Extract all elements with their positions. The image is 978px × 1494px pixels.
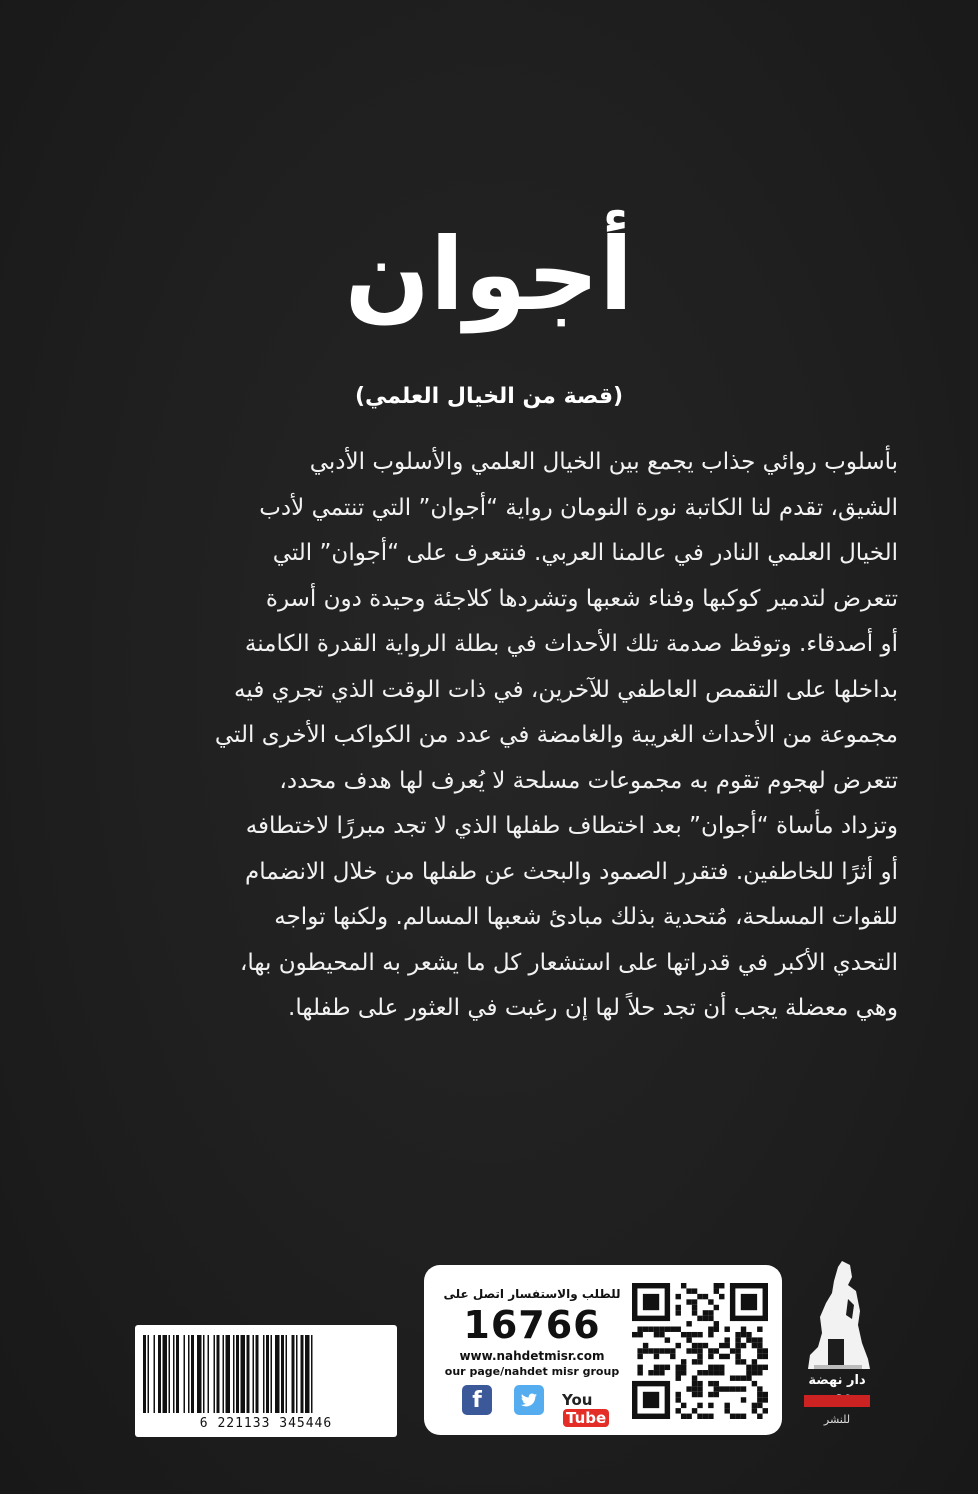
- order-inquiry-text: للطلب والاستفسار اتصل على: [443, 1287, 621, 1301]
- blurb-line: بداخلها على التقمص العاطفي للآخرين، في ذات الوقت الذي تجري فيه: [234, 676, 898, 703]
- publisher-name: دار نهضة: [808, 1373, 866, 1388]
- publisher-logo: [798, 1255, 876, 1455]
- qr-code[interactable]: [632, 1283, 768, 1419]
- blurb-line: التحدي الأكبر في قدراتها على استشعار كل ما يشعر به المحيطون بها،: [239, 949, 898, 976]
- youtube-you-text: You: [562, 1391, 593, 1409]
- pharaoh-statue-logo: [798, 1255, 876, 1373]
- hotline-number: 16766: [463, 1303, 601, 1347]
- social-icons: [462, 1385, 632, 1427]
- book-blurb: [88, 440, 898, 1032]
- twitter-bird-icon: [514, 1385, 544, 1415]
- youtube-tube-text: Tube: [563, 1409, 609, 1427]
- blurb-line: للقوات المسلحة، مُتحدية بذلك مبادئ شعبها المسالم. ولكنها تواجه: [274, 904, 898, 930]
- book-title: أجوان: [344, 216, 634, 333]
- blurb-line: وهي معضلة يجب أن تجد حلاً لها إن رغبت في العثور على طفلها.: [288, 995, 898, 1021]
- isbn-barcode: [135, 1325, 397, 1437]
- barcode-bars: [143, 1335, 389, 1413]
- twitter-icon[interactable]: [514, 1385, 544, 1415]
- blurb-line: تتعرض لهجوم تقوم به مجموعات مسلحة لا يُعرف لها هدف محدد،: [279, 767, 898, 794]
- blurb-line: الشيق، تقدم لنا الكاتبة نورة النومان رواية “أجوان” التي تنتمي لأدب: [259, 494, 898, 521]
- blurb-line: أو أثرًا للخاطفين. فتقرر الصمود والبحث عن طفلها من خلال الانضمام: [245, 858, 898, 885]
- blurb-line: الخيال العلمي النادر في عالمنا العربي. فنتعرف على “أجوان” التي: [272, 540, 898, 566]
- barcode-number: 6 221133 345446: [199, 1416, 333, 1431]
- youtube-icon[interactable]: [562, 1391, 632, 1427]
- blurb-line: تتعرض لتدمير كوكبها وفناء شعبها وتشردها كلاجئة وحيدة دون أسرة: [265, 585, 898, 612]
- publisher-red-bar: [804, 1395, 870, 1407]
- publisher-subtitle: للنشر: [823, 1413, 851, 1426]
- blurb-line: مجموعة من الأحداث الغريبة والغامضة في عدد من الكواكب الأخرى التي: [214, 722, 898, 748]
- social-page-text: our page/nahdet misr group: [444, 1365, 620, 1378]
- blurb-line: أو أصدقاء. وتوقظ صدمة تلك الأحداث في بطلة الرواية القدرة الكامنة: [244, 631, 898, 657]
- book-subtitle: (قصة من الخيال العلمي): [354, 384, 624, 409]
- blurb-line: بأسلوب روائي جذاب يجمع بين الخيال العلمي والأسلوب الأدبي: [309, 449, 898, 475]
- facebook-icon[interactable]: f: [462, 1385, 492, 1415]
- website-link[interactable]: www.nahdetmisr.com: [459, 1349, 605, 1363]
- blurb-line: وتزداد مأساة “أجوان” بعد اختطاف طفلها الذي لا تجد مبررًا لاختطافه: [245, 813, 898, 839]
- contact-card: [424, 1265, 782, 1435]
